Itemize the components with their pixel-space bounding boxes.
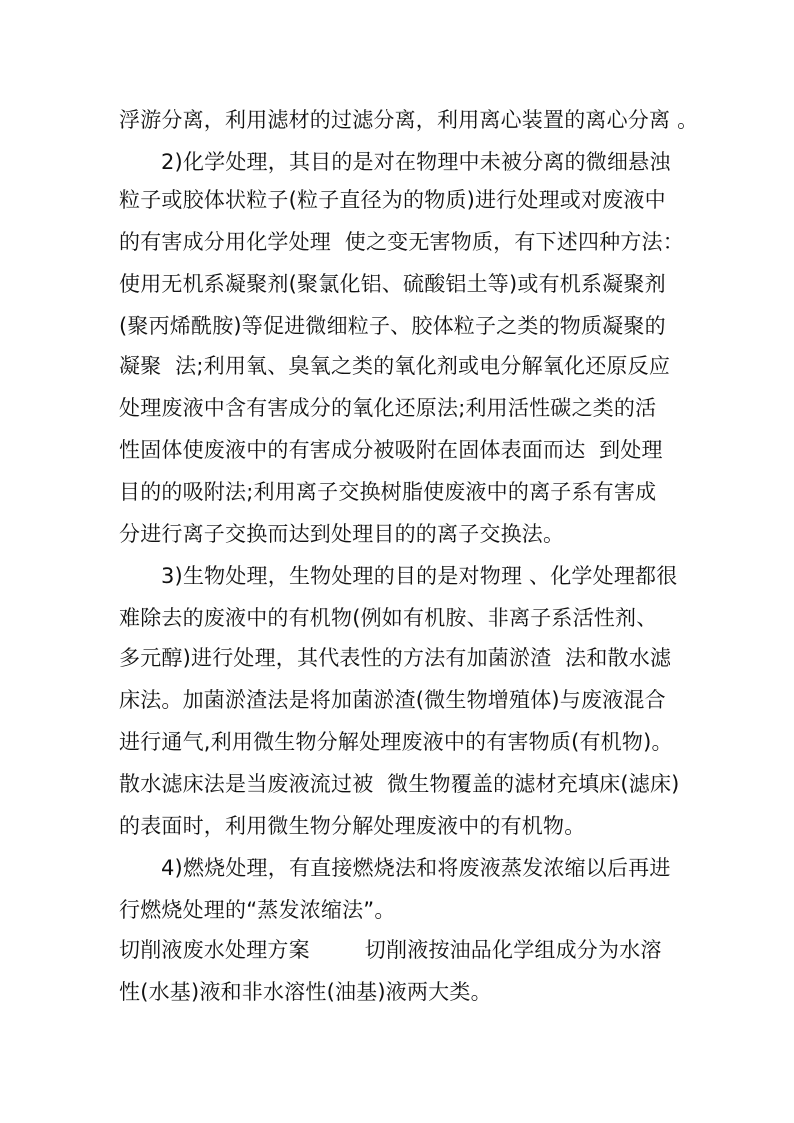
text-line: 的有害成分用化学处理 使之变无害物质，有下述四种方法： — [119, 230, 684, 254]
text-line: 目的的吸附法;利用离子交换树脂使废液中的离子系有害成 — [119, 480, 657, 504]
text-line: 行燃烧处理的“蒸发浓缩法”。 — [119, 898, 396, 922]
text-line: 切削液废水处理方案 切削液按油品化学组成分为水溶 — [119, 938, 662, 962]
text-line: 凝聚 法;利用氧、臭氧之类的氧化剂或电分解氧化还原反应 — [119, 354, 671, 378]
text-line: 性固体使废液中的有害成分被吸附在固体表面而达 到处理 — [119, 438, 663, 462]
text-line: 使用无机系凝聚剂(聚氯化铝、硫酸铝土等)或有机系凝聚剂 — [119, 272, 666, 296]
text-line: 3)生物处理，生物处理的目的是对物理 、化学处理都很 — [161, 564, 678, 588]
text-line: 浮游分离，利用滤材的过滤分离，利用离心装置的离心分离 。 — [119, 108, 699, 132]
text-line: 粒子或胶体状粒子(粒子直径为的物质)进行处理或对废液中 — [119, 188, 666, 212]
text-line: 分进行离子交换而达到处理目的的离子交换法。 — [119, 522, 565, 546]
text-line: 的表面时，利用微生物分解处理废液中的有机物。 — [119, 814, 586, 838]
text-line: 进行通气,利用微生物分解处理废液中的有害物质(有机物)。 — [119, 730, 673, 754]
text-line: 4)燃烧处理，有直接燃烧法和将废液蒸发浓缩以后再进 — [161, 856, 671, 880]
text-line: 散水滤床法是当废液流过被 微生物覆盖的滤材充填床(滤床) — [119, 772, 680, 796]
text-line: 2)化学处理，其目的是对在物理中未被分离的微细悬浊 — [161, 150, 671, 174]
text-line: 处理废液中含有害成分的氧化还原法;利用活性碳之类的活 — [119, 396, 657, 420]
text-line: 性(水基)液和非水溶性(油基)液两大类。 — [119, 980, 492, 1004]
text-line: 多元醇)进行处理，其代表性的方法有加菌淤渣 法和散水滤 — [119, 646, 672, 670]
text-line: 床法。加菌淤渣法是将加菌淤渣(微生物增殖体)与废液混合 — [119, 688, 666, 712]
text-line: (聚丙烯酰胺)等促进微细粒子、胶体粒子之类的物质凝聚的 — [119, 314, 666, 338]
text-line: 难除去的废液中的有机物(例如有机胺、非离子系活性剂、 — [119, 606, 658, 630]
